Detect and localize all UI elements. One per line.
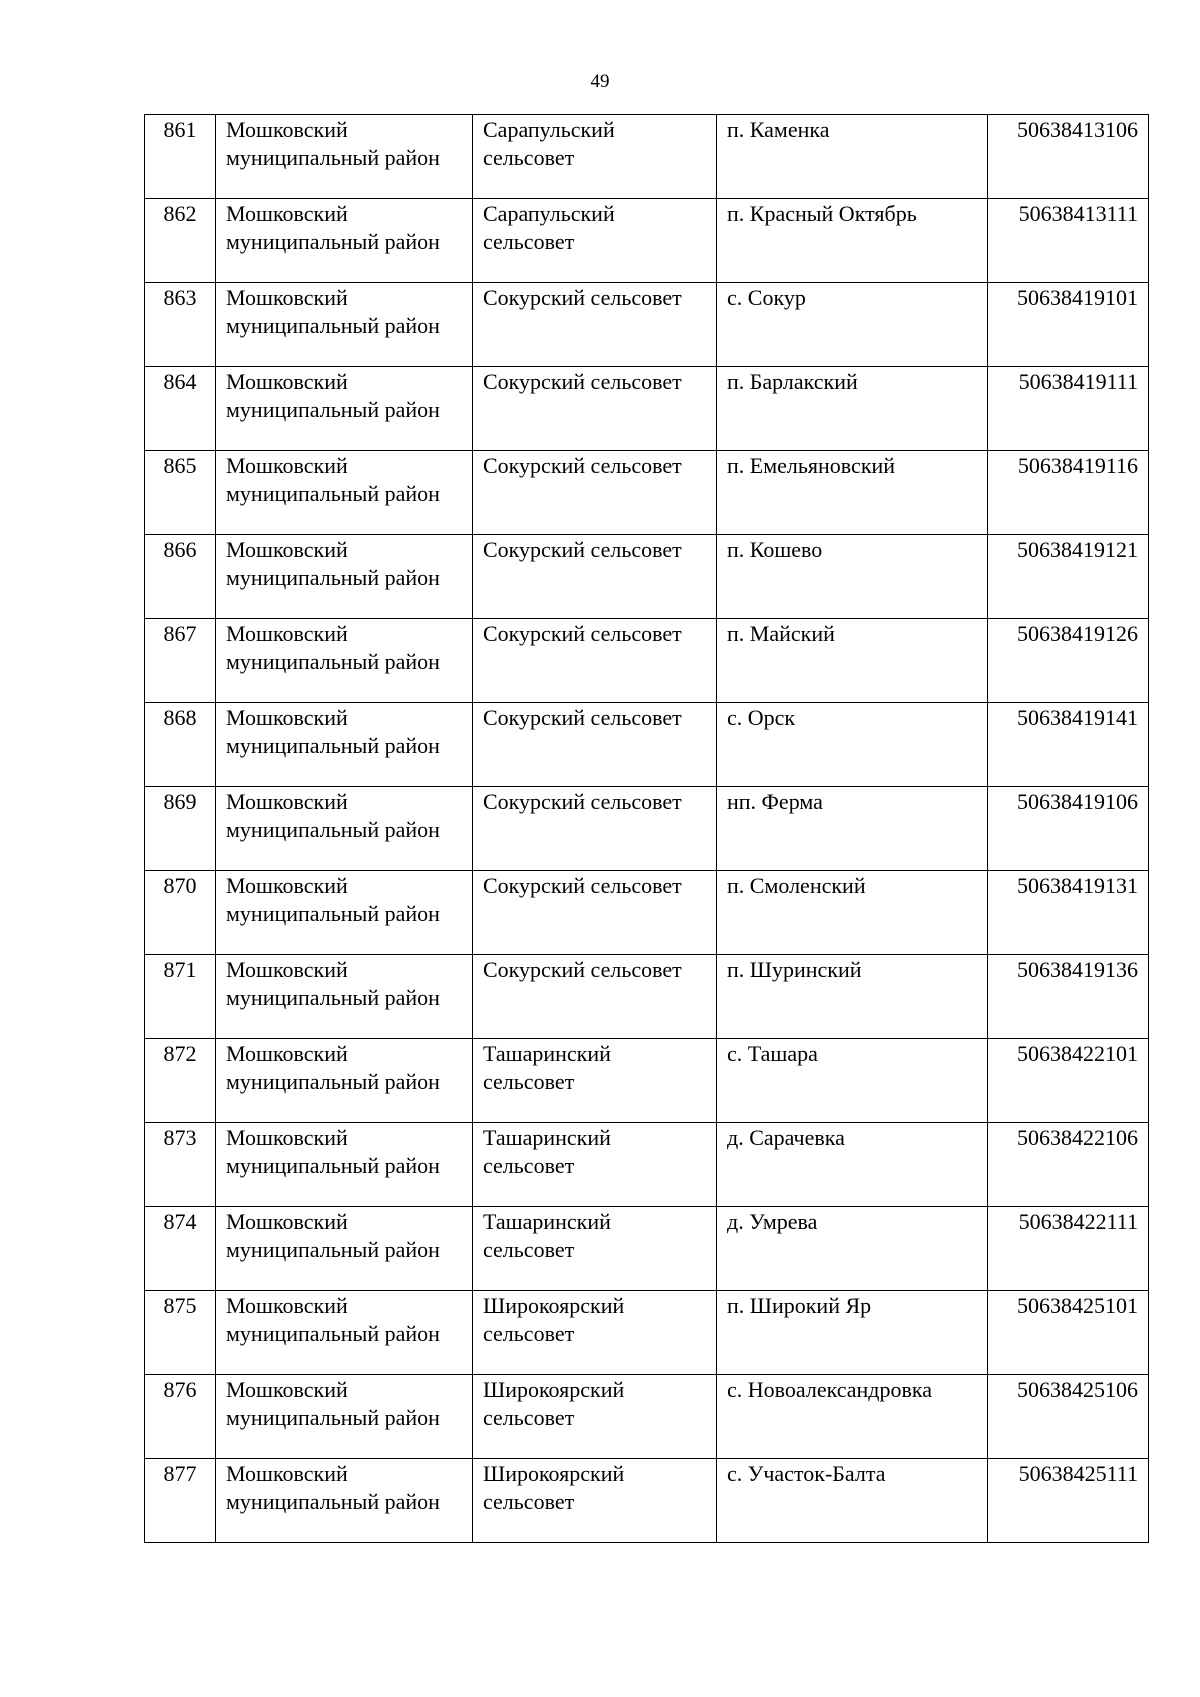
district-cell: Мошковский муниципальный район <box>216 871 473 955</box>
row-number-cell: 868 <box>145 703 216 787</box>
table-row <box>145 1375 1149 1459</box>
row-number-cell: 870 <box>145 871 216 955</box>
oktmo-code-cell: 50638419111 <box>988 367 1149 451</box>
district-cell: Мошковский муниципальный район <box>216 535 473 619</box>
oktmo-code-cell: 50638419141 <box>988 703 1149 787</box>
table-row <box>145 619 1149 703</box>
council-cell: Сокурский сельсовет <box>473 871 717 955</box>
oktmo-code-cell: 50638419121 <box>988 535 1149 619</box>
settlement-cell: п. Красный Октябрь <box>717 199 988 283</box>
council-cell: Сарапульский сельсовет <box>473 115 717 199</box>
district-cell: Мошковский муниципальный район <box>216 1375 473 1459</box>
settlement-cell: нп. Ферма <box>717 787 988 871</box>
table-row <box>145 871 1149 955</box>
table-row <box>145 283 1149 367</box>
table-row <box>145 955 1149 1039</box>
table-row <box>145 451 1149 535</box>
oktmo-code-cell: 50638422106 <box>988 1123 1149 1207</box>
council-cell: Ташаринский сельсовет <box>473 1207 717 1291</box>
district-cell: Мошковский муниципальный район <box>216 619 473 703</box>
table-row <box>145 535 1149 619</box>
row-number-cell: 867 <box>145 619 216 703</box>
table-row <box>145 115 1149 199</box>
district-cell: Мошковский муниципальный район <box>216 1039 473 1123</box>
council-cell: Широкоярский сельсовет <box>473 1291 717 1375</box>
row-number-cell: 864 <box>145 367 216 451</box>
oktmo-code-cell: 50638419131 <box>988 871 1149 955</box>
table-row <box>145 1207 1149 1291</box>
oktmo-code-cell: 50638419126 <box>988 619 1149 703</box>
settlement-cell: п. Емельяновский <box>717 451 988 535</box>
table-row <box>145 199 1149 283</box>
district-cell: Мошковский муниципальный район <box>216 115 473 199</box>
settlement-cell: д. Сарачевка <box>717 1123 988 1207</box>
council-cell: Сарапульский сельсовет <box>473 199 717 283</box>
council-cell: Сокурский сельсовет <box>473 955 717 1039</box>
oktmo-code-cell: 50638419101 <box>988 283 1149 367</box>
oktmo-code-cell: 50638422111 <box>988 1207 1149 1291</box>
district-cell: Мошковский муниципальный район <box>216 1207 473 1291</box>
settlement-cell: с. Участок-Балта <box>717 1459 988 1543</box>
row-number-cell: 876 <box>145 1375 216 1459</box>
district-cell: Мошковский муниципальный район <box>216 367 473 451</box>
oktmo-code-cell: 50638422101 <box>988 1039 1149 1123</box>
district-cell: Мошковский муниципальный район <box>216 703 473 787</box>
row-number-cell: 862 <box>145 199 216 283</box>
district-cell: Мошковский муниципальный район <box>216 1291 473 1375</box>
settlement-cell: с. Сокур <box>717 283 988 367</box>
district-cell: Мошковский муниципальный район <box>216 1123 473 1207</box>
row-number-cell: 861 <box>145 115 216 199</box>
oktmo-code-cell: 50638425111 <box>988 1459 1149 1543</box>
district-cell: Мошковский муниципальный район <box>216 1459 473 1543</box>
district-cell: Мошковский муниципальный район <box>216 283 473 367</box>
table-row <box>145 367 1149 451</box>
settlement-cell: п. Кошево <box>717 535 988 619</box>
council-cell: Сокурский сельсовет <box>473 535 717 619</box>
row-number-cell: 865 <box>145 451 216 535</box>
settlement-cell: п. Широкий Яр <box>717 1291 988 1375</box>
row-number-cell: 863 <box>145 283 216 367</box>
settlement-cell: п. Смоленский <box>717 871 988 955</box>
council-cell: Сокурский сельсовет <box>473 619 717 703</box>
table-row <box>145 703 1149 787</box>
council-cell: Ташаринский сельсовет <box>473 1039 717 1123</box>
row-number-cell: 875 <box>145 1291 216 1375</box>
oktmo-code-cell: 50638419106 <box>988 787 1149 871</box>
oktmo-code-cell: 50638419136 <box>988 955 1149 1039</box>
settlement-registry-table <box>144 114 1149 1543</box>
council-cell: Сокурский сельсовет <box>473 451 717 535</box>
settlement-cell: п. Шуринский <box>717 955 988 1039</box>
council-cell: Сокурский сельсовет <box>473 367 717 451</box>
settlement-cell: п. Майский <box>717 619 988 703</box>
table-row <box>145 787 1149 871</box>
settlement-cell: д. Умрева <box>717 1207 988 1291</box>
district-cell: Мошковский муниципальный район <box>216 955 473 1039</box>
oktmo-code-cell: 50638425106 <box>988 1375 1149 1459</box>
oktmo-code-cell: 50638419116 <box>988 451 1149 535</box>
council-cell: Сокурский сельсовет <box>473 787 717 871</box>
oktmo-code-cell: 50638413111 <box>988 199 1149 283</box>
oktmo-code-cell: 50638413106 <box>988 115 1149 199</box>
row-number-cell: 873 <box>145 1123 216 1207</box>
settlement-cell: с. Ташара <box>717 1039 988 1123</box>
table-row <box>145 1459 1149 1543</box>
row-number-cell: 874 <box>145 1207 216 1291</box>
row-number-cell: 872 <box>145 1039 216 1123</box>
settlement-cell: п. Каменка <box>717 115 988 199</box>
settlement-cell: с. Орск <box>717 703 988 787</box>
council-cell: Ташаринский сельсовет <box>473 1123 717 1207</box>
row-number-cell: 869 <box>145 787 216 871</box>
row-number-cell: 871 <box>145 955 216 1039</box>
district-cell: Мошковский муниципальный район <box>216 199 473 283</box>
council-cell: Сокурский сельсовет <box>473 703 717 787</box>
row-number-cell: 877 <box>145 1459 216 1543</box>
council-cell: Широкоярский сельсовет <box>473 1375 717 1459</box>
row-number-cell: 866 <box>145 535 216 619</box>
district-cell: Мошковский муниципальный район <box>216 787 473 871</box>
council-cell: Широкоярский сельсовет <box>473 1459 717 1543</box>
page-number: 49 <box>590 71 610 92</box>
table-row <box>145 1123 1149 1207</box>
oktmo-code-cell: 50638425101 <box>988 1291 1149 1375</box>
district-cell: Мошковский муниципальный район <box>216 451 473 535</box>
table-body <box>145 115 1149 1543</box>
table-row <box>145 1291 1149 1375</box>
table-row <box>145 1039 1149 1123</box>
settlement-cell: п. Барлакский <box>717 367 988 451</box>
council-cell: Сокурский сельсовет <box>473 283 717 367</box>
settlement-cell: с. Новоалександровка <box>717 1375 988 1459</box>
